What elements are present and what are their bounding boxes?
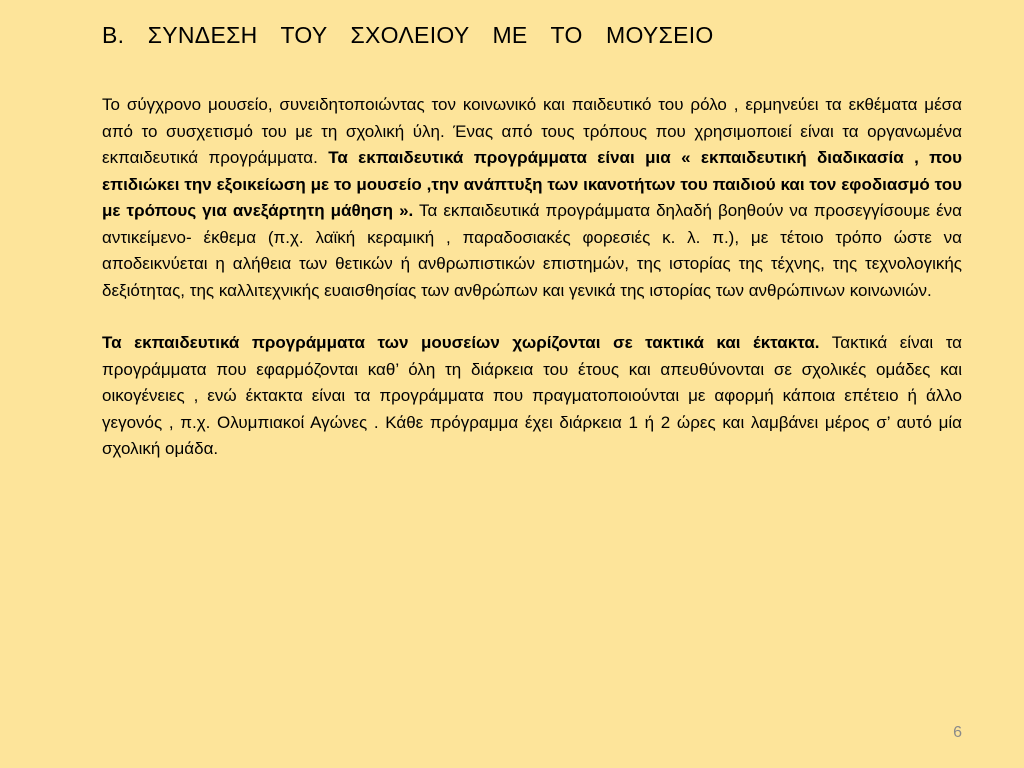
program-types-text: Τακτικά είναι τα προγράμματα που εφαρμόζονται καθ’ όλη τη διάρκεια του έτους και απευθύνονται σε σχολικές ομάδες και οικογένειες , ενώ έκτακτα είναι τα προγράμματα που πραγματοποιούνται με αφορμή κάποια επέτειο ή άλλο γεγονός , π.χ. Ολυμπιακοί Αγώνες . Κάθε πρόγραμμα έχει διάρκεια 1 ή 2 ώρες και λαμβάνει μέρος σ’ αυτό μία σχολική ομάδα. bbox=[102, 333, 962, 458]
page-number: 6 bbox=[953, 724, 962, 741]
slide-title: Β. ΣΥΝΔΕΣΗ ΤΟΥ ΣΧΟΛΕΙΟΥ ΜΕ ΤΟ ΜΟΥΣΕΙΟ bbox=[102, 22, 714, 48]
programs-definition-bold: Τα εκπαιδευτικά προγράμματα είναι μια « εκπαιδευτική διαδικασία , που επιδιώκει την εξοικείωση με το μουσείο ,την ανάπτυξη των ικανοτήτων του παιδιού και τον εφοδιασμό του με τρόπους για ανεξάρτητη μάθηση ». bbox=[102, 148, 962, 220]
paragraph-program-types bbox=[102, 330, 962, 463]
program-types-heading-bold: Τα εκπαιδευτικά προγράμματα των μουσείων χωρίζονται σε τακτικά και έκτακτα. bbox=[102, 333, 820, 352]
slide-body bbox=[102, 92, 962, 463]
paragraph-rest-text: Τα εκπαιδευτικά προγράμματα δηλαδή βοηθούν να προσεγγίσουμε ένα αντικείμενο- έκθεμα (π.χ. λαϊκή κεραμική , παραδοσιακές φορεσιές κ. λ. π.), με τέτοιο τρόπο ώστε να αποδεικνύεται η αλήθεια των θετικών ή ανθρωπιστικών επιστημών, της ιστορίας της τέχνης, της τεχνολογικής δεξιότητας, της καλλιτεχνικής ευαισθησίας των ανθρώπων και γενικά της ιστορίας των ανθρώπινων κοινωνιών. bbox=[102, 201, 963, 300]
paragraph-intro-text: Το σύγχρονο μουσείο, συνειδητοποιώντας τον κοινωνικό και παιδευτικό του ρόλο , ερμηνεύει τα εκθέματα μέσα από το συσχετισμό του με τη σχολική ύλη. Ένας από τους τρόπους που χρησιμοποιεί είναι τα οργανωμένα εκπαιδευτικά προγράμματα. bbox=[102, 95, 962, 167]
paragraph-museum-programs bbox=[102, 92, 962, 304]
